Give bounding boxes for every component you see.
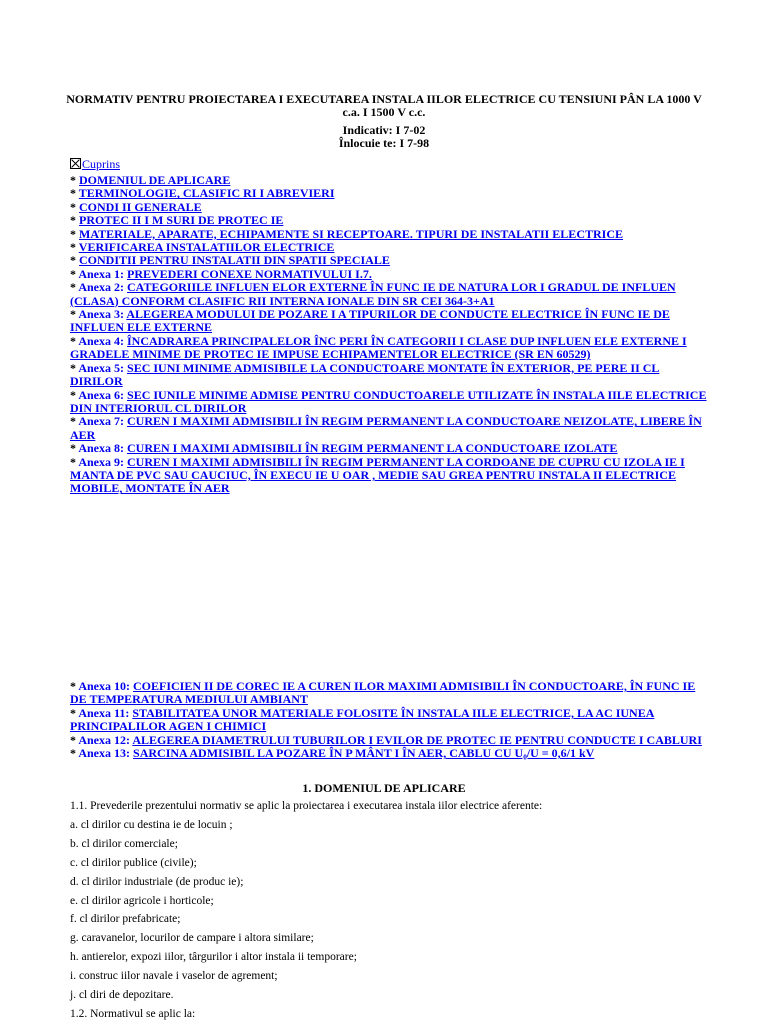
toc-bullet: *	[70, 387, 79, 402]
table-of-contents-part1	[70, 174, 710, 496]
toc-annex-label: Anexa 10:	[78, 679, 134, 693]
toc-bullet: *	[70, 173, 79, 187]
toc-bullet: *	[70, 705, 79, 720]
toc-item	[70, 389, 710, 416]
body-paragraph: b. cl dirilor comerciale;	[70, 837, 178, 850]
toc-bullet: *	[70, 454, 79, 469]
toc-link[interactable]: MATERIALE, APARATE, ECHIPAMENTE SI RECEPTOARE. TIPURI DE INSTALATII ELECTRICE	[79, 226, 623, 241]
body-paragraph: e. cl dirilor agricole i horticole;	[70, 894, 214, 907]
toc-bullet: *	[70, 360, 79, 375]
toc-bullet: *	[70, 280, 79, 295]
toc-item	[70, 362, 710, 389]
toc-bullet: *	[70, 307, 79, 322]
toc-annex-label: Anexa 4:	[78, 333, 128, 348]
toc-link[interactable]: CONDI II GENERALE	[79, 199, 202, 214]
toc-link[interactable]: CUREN I MAXIMI ADMISIBILI ÎN REGIM PERMANENT LA CORDOANE DE CUPRU CU IZOLA IE I MANTA DE PVC SAU CAUCIUC, ÎN EXECU IE U OAR , MEDIE SAU GREA PENTRU INSTALA II ELECTRICE MOBILE, MONTATE ÎN AER	[70, 454, 685, 496]
toc-annex-label: Anexa 13:	[78, 746, 134, 761]
toc-item	[70, 174, 710, 187]
toc-annex-label: Anexa 2:	[78, 280, 128, 295]
toc-item	[70, 187, 710, 200]
toc-item	[70, 442, 710, 455]
toc-link[interactable]: VERIFICAREA INSTALATIILOR ELECTRICE	[78, 240, 335, 255]
toc-link[interactable]: DOMENIUL DE APLICARE	[79, 173, 231, 187]
toc-bullet: *	[70, 213, 79, 228]
toc-link[interactable]: SEC IUNI MINIME ADMISIBILE LA CONDUCTOARE MONTATE ÎN EXTERIOR, PE PERE II CL DIRILOR	[70, 360, 660, 389]
toc-item	[70, 214, 710, 227]
toc-annex-label: Anexa 11:	[78, 705, 133, 720]
toc-bullet: *	[70, 253, 79, 268]
toc-annex-label: Anexa 9:	[78, 454, 128, 469]
section-body	[70, 797, 710, 1024]
toc-bullet: *	[70, 679, 79, 693]
toc-bullet: *	[70, 226, 79, 241]
replaces-label: Înlocuie te: I 7-98	[338, 136, 430, 150]
toc-item	[70, 680, 710, 707]
body-paragraph: g. caravanelor, locurilor de campare i altora similare;	[70, 932, 314, 945]
section-title: 1. DOMENIUL DE APLICARE	[302, 781, 466, 795]
toc-bullet: *	[70, 266, 79, 281]
toc-bullet: *	[70, 186, 79, 201]
table-of-contents-part2	[70, 680, 710, 760]
toc-annex-label: Anexa 3:	[78, 307, 127, 322]
toc-bullet: *	[70, 746, 79, 761]
cuprins-label: Cuprins	[82, 157, 121, 171]
toc-bullet: *	[70, 199, 79, 214]
toc-item	[70, 707, 710, 734]
broken-image-icon	[70, 158, 81, 169]
toc-item	[70, 734, 710, 747]
body-paragraph: h. antierelor, expozi iilor, târgurilor i altor instala ii temporare;	[70, 951, 357, 964]
toc-item	[70, 335, 710, 362]
toc-item	[70, 228, 710, 241]
toc-item	[70, 456, 710, 496]
toc-link[interactable]: ALEGEREA DIAMETRULUI TUBURILOR I EVILOR DE PROTEC IE PENTRU CONDUCTE I CABLURI	[132, 732, 702, 747]
toc-annex-label: Anexa 1:	[78, 266, 128, 281]
toc-item	[70, 268, 710, 281]
body-paragraph: d. cl dirilor industriale (de produc ie);	[70, 875, 244, 888]
toc-link[interactable]: ÎNCADRAREA PRINCIPALELOR ÎNC PERI ÎN CATEGORII I CLASE DUP INFLUEN ELE EXTERNE I GRADELE MINIME DE PROTEC IE IMPUSE ECHIPAMENTELOR ELECTRICE (SR EN 60529)	[70, 333, 687, 362]
body-paragraph: 1.1. Prevederile prezentului normativ se aplic la proiectarea i executarea instala iilor electrice aferente:	[70, 800, 543, 812]
body-paragraph: f. cl dirilor prefabricate;	[70, 913, 181, 926]
toc-link[interactable]: PROTEC II I M SURI DE PROTEC IE	[79, 213, 284, 228]
toc-link[interactable]: PREVEDERI CONEXE NORMATIVULUI I.7.	[127, 266, 372, 281]
cuprins-link[interactable]	[70, 157, 120, 171]
toc-item	[70, 415, 710, 442]
toc-link[interactable]: STABILITATEA UNOR MATERIALE FOLOSITE ÎN INSTALA IILE ELECTRICE, LA AC IUNEA PRINCIPALILOR AGEN I CHIMICI	[70, 705, 655, 734]
toc-link[interactable]: CUREN I MAXIMI ADMISIBILI ÎN REGIM PERMANENT LA CONDUCTOARE IZOLATE	[127, 441, 618, 456]
toc-annex-label: Anexa 7:	[78, 414, 128, 429]
toc-item	[70, 254, 710, 267]
body-paragraph: j. cl diri de depozitare.	[70, 989, 174, 1002]
toc-annex-label: Anexa 5:	[78, 360, 128, 375]
toc-bullet: *	[70, 732, 79, 747]
toc-bullet: *	[70, 414, 79, 429]
toc-link[interactable]: COEFICIEN II DE COREC IE A CUREN ILOR MAXIMI ADMISIBILI ÎN CONDUCTOARE, ÎN FUNC IE DE TEMPERATURA MEDIULUI AMBIANT	[70, 679, 696, 707]
document-indicativ-block	[0, 124, 768, 150]
body-paragraph: c. cl dirilor publice (civile);	[70, 856, 197, 869]
toc-bullet: *	[70, 441, 79, 456]
toc-link[interactable]: CONDITII PENTRU INSTALATII DIN SPATII SPECIALE	[79, 253, 390, 268]
body-paragraph: 1.2. Normativul se aplic la:	[70, 1007, 196, 1020]
indicativ-label: Indicativ: I 7-02	[342, 123, 426, 137]
toc-item	[70, 241, 710, 254]
body-paragraph: i. construc iilor navale i vaselor de agrement;	[70, 970, 278, 983]
toc-item	[70, 281, 710, 308]
toc-link[interactable]: SEC IUNILE MINIME ADMISE PENTRU CONDUCTOARELE UTILIZATE ÎN INSTALA IILE ELECTRICE DIN INTERIORUL CL DIRILOR	[70, 387, 707, 415]
toc-annex-label: Anexa 8:	[78, 441, 128, 456]
toc-link[interactable]: SARCINA ADMISIBIL LA POZARE ÎN P MÂNT I ÎN AER, CABLU CU U₀/U = 0,6/1 kV	[133, 746, 595, 761]
toc-annex-label: Anexa 6:	[78, 387, 128, 402]
toc-link[interactable]: TERMINOLOGIE, CLASIFIC RI I ABREVIERI	[78, 186, 335, 201]
toc-item	[70, 308, 710, 335]
toc-bullet: *	[70, 333, 79, 348]
toc-item	[70, 747, 710, 760]
toc-link[interactable]: CUREN I MAXIMI ADMISIBILI ÎN REGIM PERMANENT LA CONDUCTOARE NEIZOLATE, LIBERE ÎN AER	[70, 414, 702, 442]
toc-link[interactable]: ALEGEREA MODULUI DE POZARE I A TIPURILOR DE CONDUCTE ELECTRICE ÎN FUNC IE DE INFLUEN ELE EXTERNE	[70, 307, 670, 335]
document-title: NORMATIV PENTRU PROIECTAREA I EXECUTAREA INSTALA IILOR ELECTRICE CU TENSIUNI PÂN LA 1000 V c.a. I 1500 V c.c.	[66, 92, 702, 119]
toc-bullet: *	[70, 240, 79, 255]
toc-annex-label: Anexa 12:	[78, 732, 133, 747]
body-paragraph: a. cl dirilor cu destina ie de locuin ;	[70, 818, 233, 831]
toc-link[interactable]: CATEGORIILE INFLUEN ELOR EXTERNE ÎN FUNC IE DE NATURA LOR I GRADUL DE INFLUEN (CLASA) CONFORM CLASIFIC RII INTERNA IONALE DIN SR CEI 364-3+A1	[70, 280, 676, 308]
toc-item	[70, 201, 710, 214]
